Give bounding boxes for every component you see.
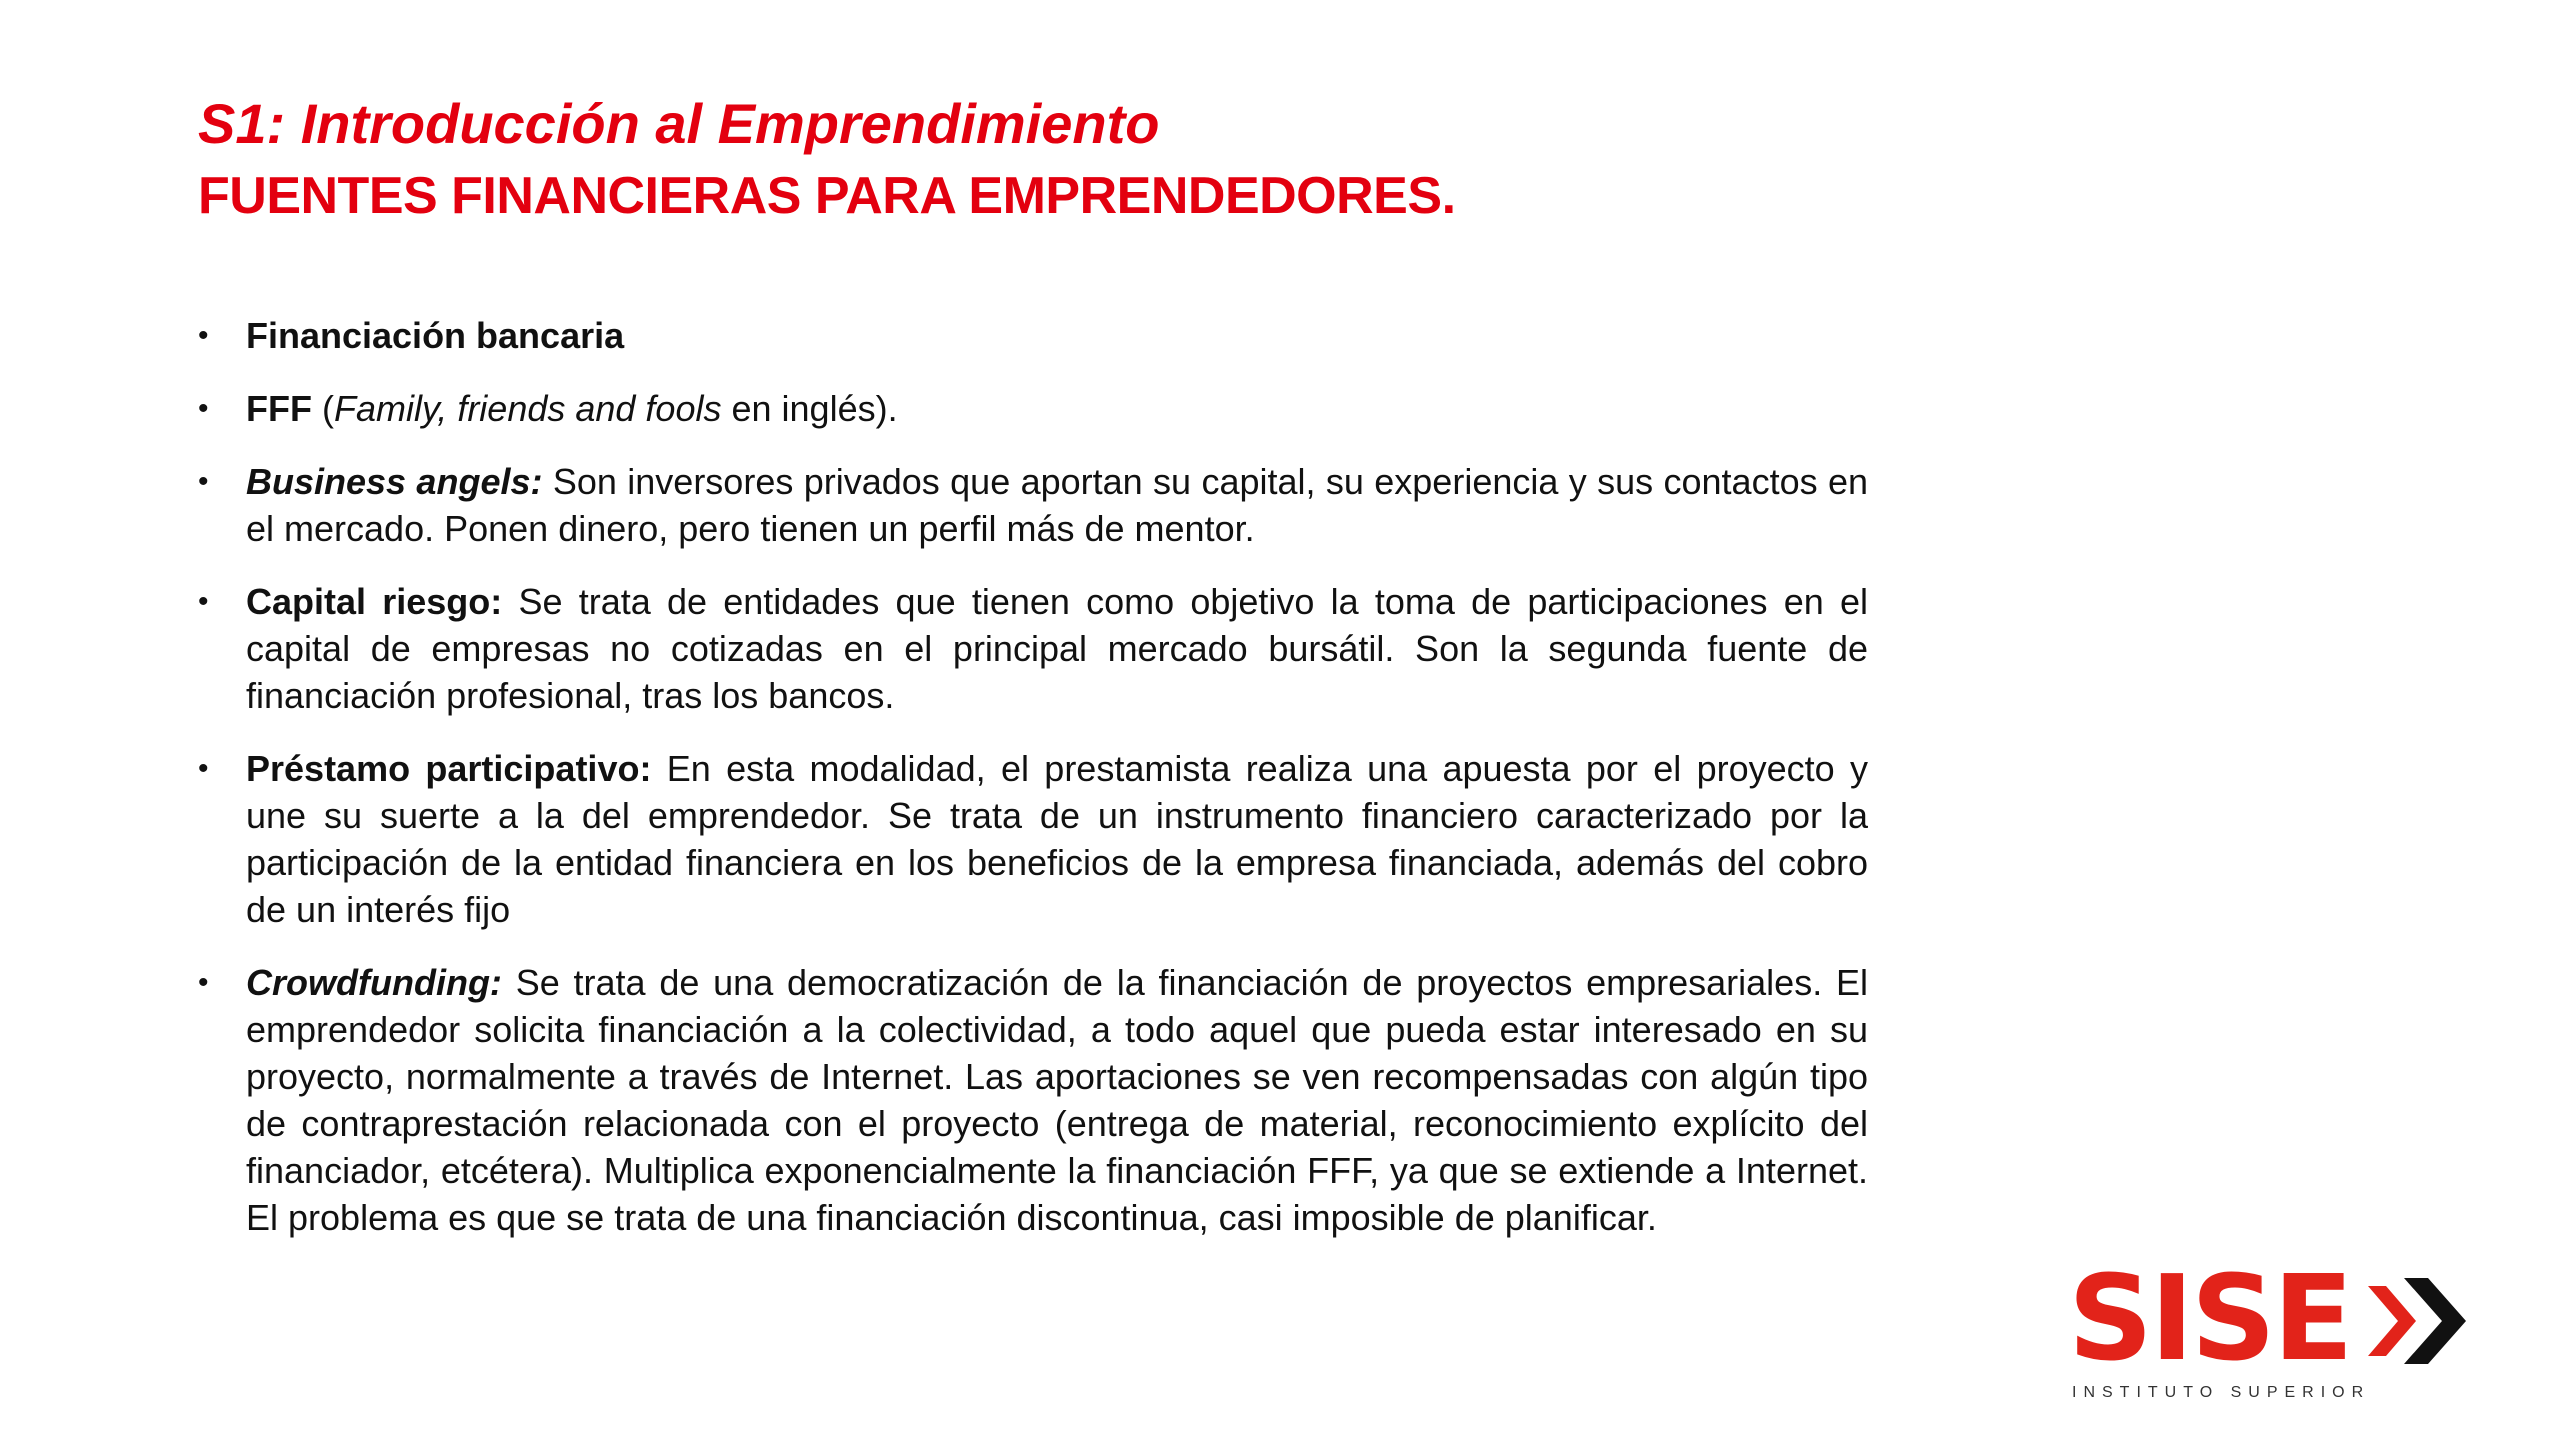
bullet-text xyxy=(246,458,1868,552)
bullet-text xyxy=(246,312,1868,359)
list-item xyxy=(198,578,1868,719)
bullet-body: Se trata de una democratización de la financiación de proyectos empresariales. El emprendedor solicita financiación a la colectividad, a todo aquel que pueda estar interesado en su proyecto, normalmente a través de Internet. Las aportaciones se ven recompensadas con algún tipo de contraprestación relacionada con el proyecto (entrega de material, reconocimiento explícito del financiador, etcétera). Multiplica exponencialmente la financiación FFF, ya que se extiende a Internet. El problema es que se trata de una financiación discontinua, casi imposible de planificar. xyxy=(246,962,1868,1238)
bullet-term: Préstamo participativo: xyxy=(246,748,652,789)
sise-logo xyxy=(2068,1249,2468,1408)
bullet-emphasis: Family, friends and fools xyxy=(333,388,722,429)
list-item xyxy=(198,959,1868,1241)
title-block xyxy=(198,88,1998,232)
bullet-list xyxy=(198,312,1868,1267)
bullet-term: Financiación bancaria xyxy=(246,315,625,356)
bullet-marker: • xyxy=(198,319,209,352)
bullet-body-pre: ( xyxy=(311,388,334,429)
list-item xyxy=(198,745,1868,933)
bullet-marker: • xyxy=(198,392,209,425)
slide-subtitle xyxy=(198,160,1998,232)
logo-wordmark: SISE xyxy=(2068,1249,2351,1387)
bullet-body-post: en inglés). xyxy=(721,388,898,429)
bullet-body: Se trata de entidades que tienen como objetivo la toma de participaciones en el capital de empresas no cotizadas en el principal mercado bursátil. Son la segunda fuente de financiación profesional, tras los bancos. xyxy=(246,581,1868,716)
bullet-marker: • xyxy=(198,585,209,618)
bullet-text xyxy=(246,385,1868,432)
bullet-body: En esta modalidad, el prestamista realiza una apuesta por el proyecto y une su suerte a la del emprendedor. Se trata de un instrumento financiero caracterizado por la participación de la entidad financiera en los beneficios de la empresa financiada, además del cobro de un interés fijo xyxy=(246,748,1868,930)
bullet-term: Capital riesgo: xyxy=(246,581,503,622)
list-item xyxy=(198,312,1868,359)
bullet-marker: • xyxy=(198,752,209,785)
bullet-marker: • xyxy=(198,465,209,498)
bullet-text xyxy=(246,745,1868,933)
bullet-term: Business angels: xyxy=(246,461,543,502)
bullet-body: Son inversores privados que aportan su capital, su experiencia y sus contactos en el mercado. Ponen dinero, pero tienen un perfil más de mentor. xyxy=(246,461,1869,549)
double-chevron-right-icon xyxy=(2368,1278,2468,1364)
list-item xyxy=(198,458,1868,552)
list-item xyxy=(198,385,1868,432)
bullet-text xyxy=(246,959,1868,1241)
slide-subtitle-text: FUENTES FINANCIERAS PARA EMPRENDEDORES xyxy=(198,167,1442,225)
bullet-text xyxy=(246,578,1868,719)
logo-tagline: INSTITUTO SUPERIOR xyxy=(2072,1384,2371,1401)
bullet-term: FFF xyxy=(246,388,312,429)
bullet-term: Crowdfunding: xyxy=(246,962,502,1003)
slide-title: S1: Introducción al Emprendimiento xyxy=(198,92,1160,155)
bullet-marker: • xyxy=(198,966,209,999)
slide-subtitle-period: . xyxy=(1441,167,1456,225)
